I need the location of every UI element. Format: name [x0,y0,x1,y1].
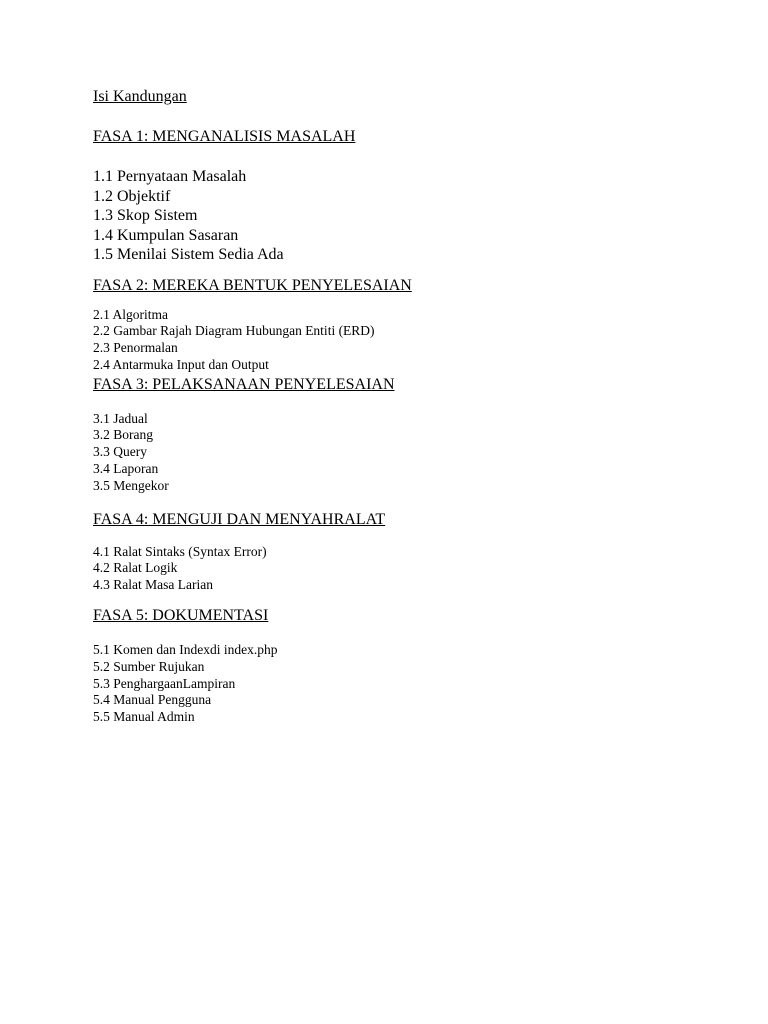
list-item: 3.5 Mengekor [93,477,169,493]
phase-2-list [93,307,733,374]
phase-2-section [93,275,733,374]
list-item: 5.4 Manual Pengguna [93,692,212,708]
list-item: 4.2 Ralat Logik [93,560,178,576]
phase-5-section [93,605,733,726]
list-item: 1.4 Kumpulan Sasaran [93,226,239,244]
phase-3-section [93,374,733,495]
list-item: 5.5 Manual Admin [93,709,195,725]
list-item: 2.3 Penormalan [93,340,178,356]
phase-5-heading: FASA 5: DOKUMENTASI [93,607,269,625]
list-item: 1.2 Objektif [93,187,171,205]
list-item: 1.1 Pernyataan Masalah [93,168,247,185]
document-title: Isi Kandungan [93,88,187,105]
list-item: 3.3 Query [93,444,147,460]
phase-4-section [93,509,733,594]
document-page [93,86,733,726]
list-item: 5.3 PenghargaanLampiran [93,675,236,691]
phase-1-list [93,167,733,265]
list-item: 3.4 Laporan [93,461,159,477]
list-item: 4.1 Ralat Sintaks (Syntax Error) [93,543,267,559]
list-item: 3.2 Borang [93,427,153,443]
phase-4-heading: FASA 4: MENGUJI DAN MENYAHRALAT [93,510,386,528]
phase-2-heading: FASA 2: MEREKA BENTUK PENYELESAIAN [93,276,412,294]
phase-3-heading: FASA 3: PELAKSANAAN PENYELESAIAN [93,375,395,393]
list-item: 2.4 Antarmuka Input dan Output [93,356,269,372]
list-item: 1.3 Skop Sistem [93,207,198,224]
list-item: 2.1 Algoritma [93,306,168,322]
list-item: 3.1 Jadual [93,410,148,426]
phase-5-list [93,642,733,726]
phase-1-heading: FASA 1: MENGANALISIS MASALAH [93,128,356,145]
list-item: 5.1 Komen dan Indexdi index.php [93,642,278,658]
phase-4-list [93,544,733,594]
list-item: 1.5 Menilai Sistem Sedia Ada [93,246,284,263]
list-item: 5.2 Sumber Rujukan [93,658,205,674]
phase-1-section [93,126,733,265]
phase-3-list [93,411,733,495]
list-item: 4.3 Ralat Masa Larian [93,577,213,593]
list-item: 2.2 Gambar Rajah Diagram Hubungan Entiti (ERD) [93,323,375,339]
